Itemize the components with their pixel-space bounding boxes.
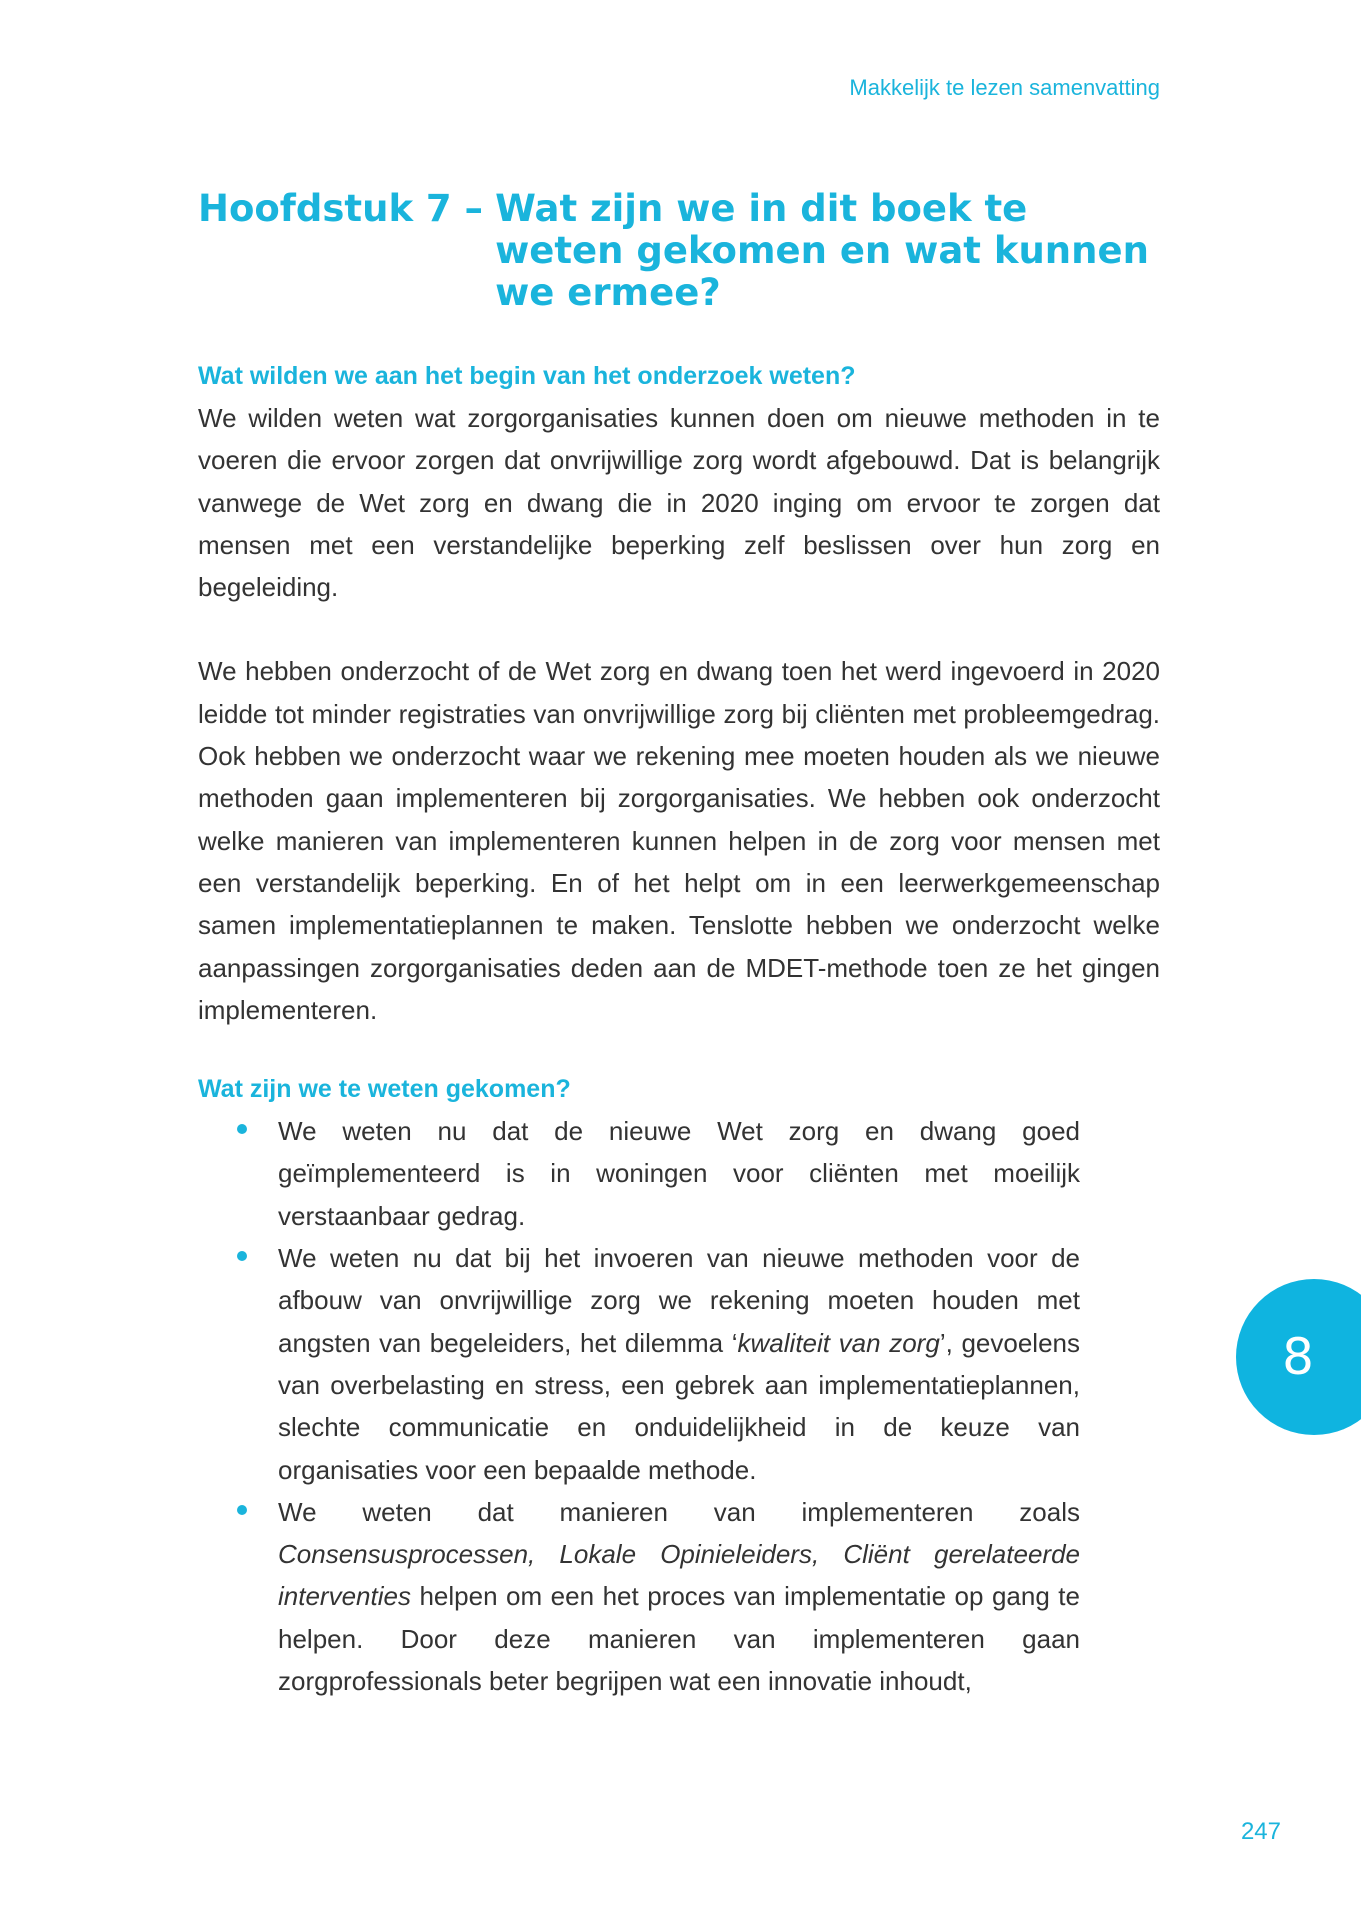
list-item xyxy=(278,1237,1080,1491)
list-item-text: We weten dat manieren van implementeren zoals xyxy=(278,1496,1080,1527)
section-heading-research-question: Wat wilden we aan het begin van het onderzoek weten? xyxy=(198,362,856,390)
chapter-title xyxy=(198,188,1160,314)
list-item-text: We weten nu dat bij het invoeren van nieuwe methoden voor de afbouw van onvrijwillige zorg we rekening moeten houden met angsten van begeleiders, het dilemma ‘ xyxy=(278,1243,1080,1358)
paragraph: We hebben onderzocht of de Wet zorg en dwang toen het werd ingevoerd in 2020 leidde tot minder registraties van onvrijwillige zorg bij cliënten met probleemgedrag. Ook hebben we onderzocht waar we rekening mee moeten houden als we nieuwe methoden gaan implementeren bij zorgorganisaties. We hebben ook onderzocht welke manieren van implementeren kunnen helpen in de zorg voor mensen met een verstandelijk beperking. En of het helpt om in een leerwerkgemeenschap samen implementatieplannen te maken. Tenslotte hebben we onderzocht welke aanpassingen zorgorganisaties deden aan de MDET-methode toen ze het gingen implementeren. xyxy=(198,656,1160,1025)
page-number: 247 xyxy=(1240,1818,1281,1845)
list-item-text: We weten nu dat de nieuwe Wet zorg en dwang goed geïmplementeerd is in woningen voor cliënten met moeilijk verstaanbaar gedrag. xyxy=(278,1116,1080,1231)
page-content xyxy=(198,188,1160,1702)
list-item-text: helpen om een het proces van implementatie op gang te helpen. Door deze manieren van implementeren gaan zorgprofessionals beter begrijpen wat een innovatie inhoudt, xyxy=(278,1581,1080,1697)
running-header: Makkelijk te lezen samenvatting xyxy=(849,75,1160,100)
chapter-title-text: Wat zijn we in dit boek te weten gekomen en wat kunnen we ermee? xyxy=(495,187,1149,314)
chapter-tab-number: 8 xyxy=(1282,1328,1314,1386)
section-heading-findings: Wat zijn we te weten gekomen? xyxy=(198,1075,571,1104)
chapter-tab-marker xyxy=(1236,1279,1361,1435)
list-item-text: ’, gevoelens van overbelasting en stress, een gebrek aan implementatieplannen, slechte communicatie en onduidelijkheid in de keuze van organisaties voor een bepaalde methode. xyxy=(278,1327,1080,1485)
list-item-italic-text: Consensusprocessen, Lokale Opinieleiders, Cliënt gerelateerde interventies xyxy=(278,1539,1080,1612)
chapter-title-prefix: Hoofdstuk 7 – xyxy=(198,187,484,230)
list-item-italic-text: kwaliteit van zorg xyxy=(737,1327,940,1358)
list-item xyxy=(278,1491,1080,1702)
bullet-icon xyxy=(237,1124,247,1134)
bullet-icon xyxy=(237,1505,247,1515)
paragraph: We wilden weten wat zorgorganisaties kunnen doen om nieuwe methoden in te voeren die ervoor zorgen dat onvrijwillige zorg wordt afgebouwd. Dat is belangrijk vanwege de Wet zorg en dwang die in 2020 inging om ervoor te zorgen dat mensen met een verstandelijke beperking zelf beslissen over hun zorg en begeleiding. xyxy=(198,403,1160,603)
list-item xyxy=(278,1110,1080,1237)
bullet-icon xyxy=(237,1251,247,1261)
findings-list xyxy=(198,1110,1080,1702)
